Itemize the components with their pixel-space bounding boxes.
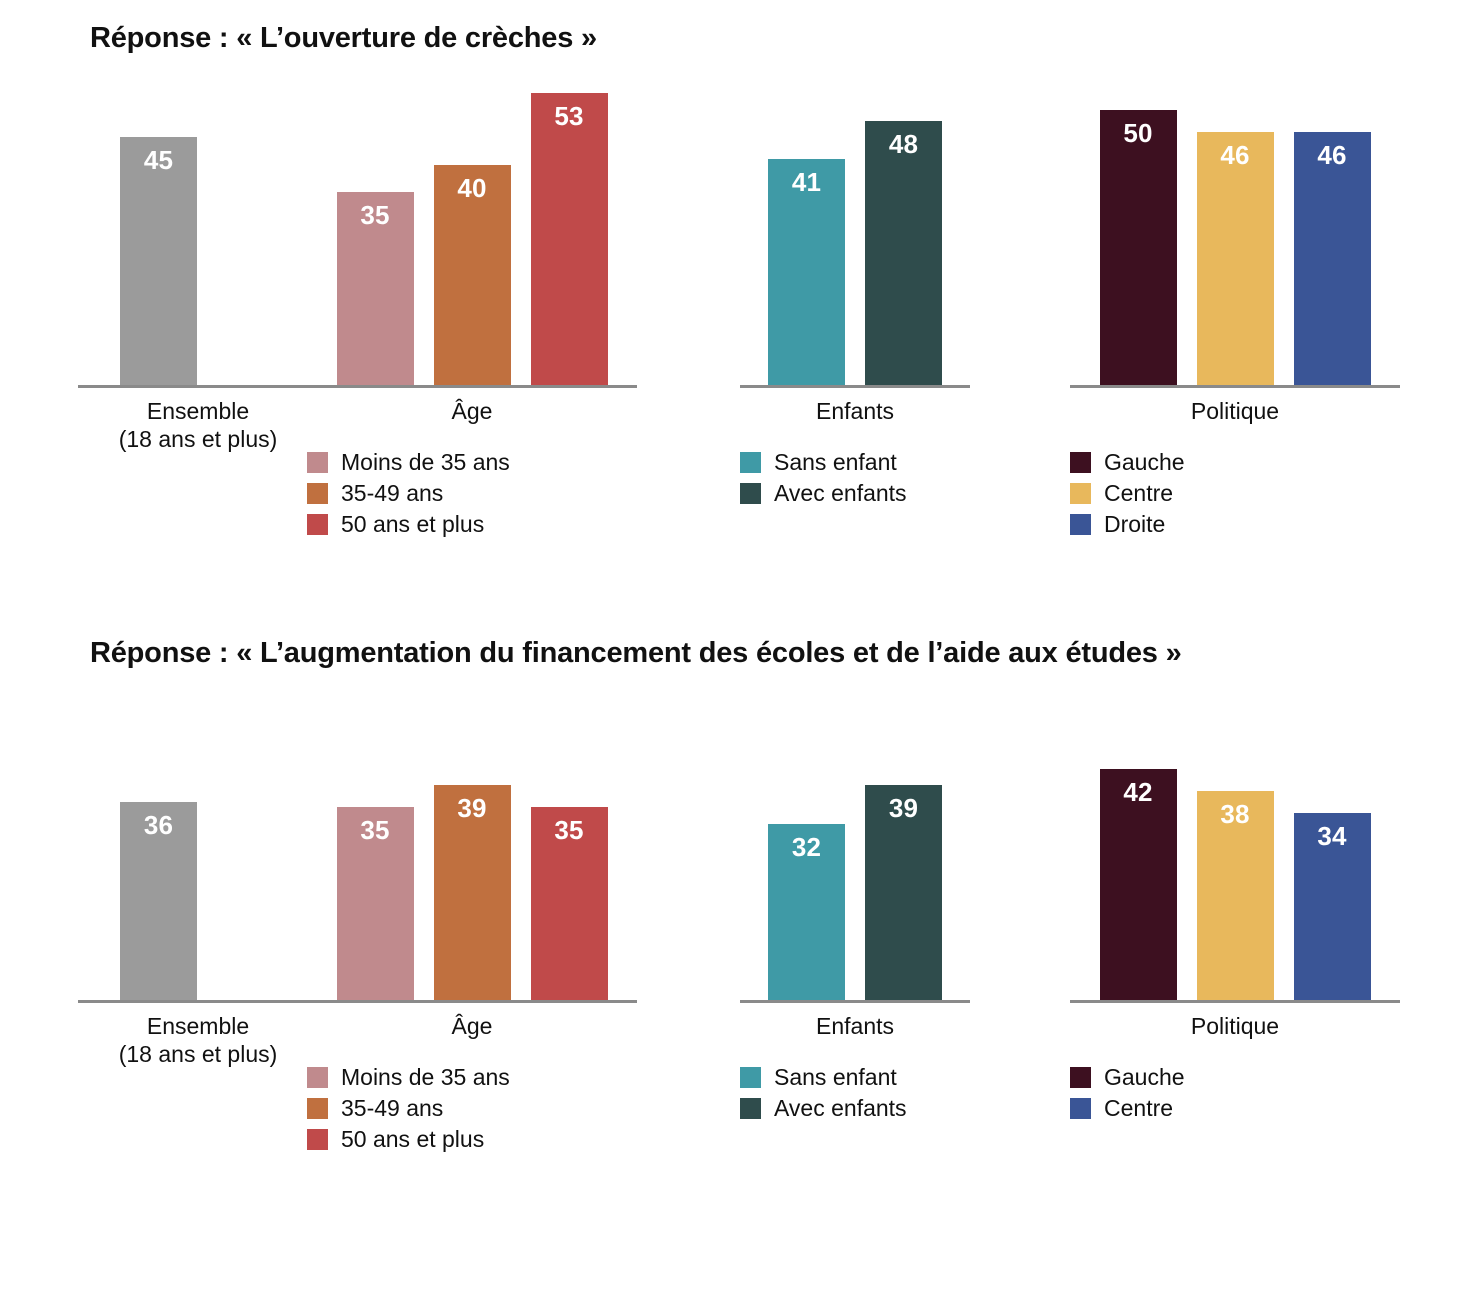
legend <box>307 1040 637 1155</box>
plot-area <box>1070 55 1400 385</box>
bar-rect <box>1197 791 1274 1000</box>
axis-category-label: Politique <box>1190 398 1280 424</box>
bar-groups <box>0 55 1476 615</box>
axis-category-label: Politique <box>1190 1013 1280 1039</box>
legend-swatch-icon <box>1070 514 1091 535</box>
plot-area <box>78 670 318 1000</box>
bar-value-label: 39 <box>457 793 487 823</box>
legend-label: Sans enfant <box>774 449 897 476</box>
bar <box>865 785 942 1000</box>
bar-series <box>740 55 970 385</box>
bar-series <box>78 55 318 385</box>
legend-label: 50 ans et plus <box>341 1126 485 1153</box>
legend <box>1070 425 1400 540</box>
plot-area <box>307 55 637 385</box>
bar <box>434 165 511 385</box>
panel-title: Réponse : « L’ouverture de crèches » <box>90 22 597 54</box>
bar-rect <box>337 192 414 385</box>
bar-series <box>307 55 637 385</box>
legend-label: Centre <box>1104 1095 1174 1122</box>
bar-value-label: 34 <box>1317 821 1347 851</box>
bar-rect <box>1294 813 1371 1000</box>
axis-category-sublabel: (18 ans et plus) <box>118 426 278 453</box>
bar-value-label: 46 <box>1317 140 1347 170</box>
bar-rect <box>120 802 197 1000</box>
legend-label: 35-49 ans <box>341 1095 444 1122</box>
bar-rect <box>434 165 511 385</box>
legend-item <box>740 1062 970 1093</box>
bar-rect <box>1100 769 1177 1000</box>
legend-item <box>307 509 637 540</box>
bar-rect <box>1294 132 1371 385</box>
legend-item <box>1070 1093 1400 1124</box>
legend-swatch-icon <box>307 1067 328 1088</box>
bar-group-enfants <box>740 670 970 1124</box>
legend-swatch-icon <box>307 514 328 535</box>
bar-value-label: 38 <box>1220 799 1250 829</box>
bar-value-label: 46 <box>1220 140 1250 170</box>
bar-value-label: 45 <box>143 145 174 175</box>
legend-label: Gauche <box>1104 1064 1185 1091</box>
bar-value-label: 36 <box>143 810 174 840</box>
plot-area <box>1070 670 1400 1000</box>
axis-category-sublabel: (18 ans et plus) <box>118 1041 278 1068</box>
bar-value-label: 41 <box>791 167 822 197</box>
bar-group-age <box>307 55 637 540</box>
bar-value-label: 40 <box>457 173 487 203</box>
legend <box>740 1040 970 1124</box>
legend-item <box>1070 509 1400 540</box>
legend-swatch-icon <box>1070 1067 1091 1088</box>
bar-group-ensemble <box>78 55 318 453</box>
bar-rect <box>1100 110 1177 385</box>
bar-value-label: 35 <box>554 815 584 845</box>
bar-rect <box>337 807 414 1000</box>
chart-panel-financement <box>0 615 1476 1230</box>
bar <box>1197 132 1274 385</box>
legend-swatch-icon <box>307 452 328 473</box>
bar-groups <box>0 670 1476 1230</box>
legend-swatch-icon <box>740 1067 761 1088</box>
bar-series <box>1070 670 1400 1000</box>
legend-item <box>1070 447 1400 478</box>
bar <box>531 807 608 1000</box>
bar <box>434 785 511 1000</box>
bar-rect <box>768 824 845 1000</box>
axis-category-label: Ensemble (18 ans et plus) <box>78 388 318 453</box>
bar-series <box>78 670 318 1000</box>
bar-value-label: 48 <box>888 129 919 159</box>
bar-series <box>740 670 970 1000</box>
legend-label: Avec enfants <box>774 480 907 507</box>
bar <box>1100 110 1177 385</box>
axis-category-label: Âge <box>451 398 493 424</box>
legend-label: Droite <box>1104 511 1166 538</box>
bar-value-label: 50 <box>1123 118 1153 148</box>
legend-label: 35-49 ans <box>341 480 444 507</box>
legend-swatch-icon <box>1070 1098 1091 1119</box>
bar-value-label: 35 <box>360 815 390 845</box>
axis-category-label: Ensemble (18 ans et plus) <box>78 1003 318 1068</box>
bar-group-enfants <box>740 55 970 509</box>
bar <box>337 192 414 385</box>
legend-label: Moins de 35 ans <box>341 449 510 476</box>
legend-label: Avec enfants <box>774 1095 907 1122</box>
bar <box>531 93 608 385</box>
bar <box>865 121 942 385</box>
chart-panel-creches <box>0 0 1476 615</box>
bar-group-age <box>307 670 637 1155</box>
bar-rect <box>865 785 942 1000</box>
bar <box>1294 813 1371 1000</box>
legend-item <box>1070 478 1400 509</box>
bar-rect <box>434 785 511 1000</box>
legend <box>1070 1040 1400 1124</box>
bar-rect <box>768 159 845 385</box>
legend-label: Moins de 35 ans <box>341 1064 510 1091</box>
legend-label: Centre <box>1104 480 1174 507</box>
bar-value-label: 35 <box>360 200 390 230</box>
legend-swatch-icon <box>307 1098 328 1119</box>
bar <box>1197 791 1274 1000</box>
bar <box>337 807 414 1000</box>
panel-title: Réponse : « L’augmentation du financement des écoles et de l’aide aux études » <box>90 637 1182 669</box>
bar-rect <box>531 93 608 385</box>
bar <box>768 159 845 385</box>
legend-label: 50 ans et plus <box>341 511 485 538</box>
bar-value-label: 32 <box>791 832 822 862</box>
bar-rect <box>120 137 197 385</box>
legend-item <box>307 1062 637 1093</box>
bar <box>768 824 845 1000</box>
legend-item <box>307 447 637 478</box>
plot-area <box>740 55 970 385</box>
plot-area <box>78 55 318 385</box>
legend-swatch-icon <box>740 1098 761 1119</box>
bar <box>1294 132 1371 385</box>
bar-value-label: 53 <box>554 101 584 131</box>
legend <box>740 425 970 509</box>
bar-value-label: 42 <box>1123 777 1153 807</box>
bar-rect <box>531 807 608 1000</box>
bar-value-label: 39 <box>888 793 919 823</box>
bar <box>120 802 197 1000</box>
axis-category-label: Âge <box>451 1013 493 1039</box>
plot-area <box>307 670 637 1000</box>
legend-swatch-icon <box>1070 483 1091 504</box>
bar-rect <box>1197 132 1274 385</box>
bar-group-ensemble <box>78 670 318 1068</box>
legend-item <box>740 478 970 509</box>
axis-category-label: Enfants <box>816 398 894 424</box>
legend-label: Gauche <box>1104 449 1185 476</box>
bar-group-politique <box>1070 55 1400 540</box>
legend-label: Sans enfant <box>774 1064 897 1091</box>
legend-swatch-icon <box>740 452 761 473</box>
legend-item <box>740 447 970 478</box>
legend-swatch-icon <box>307 1129 328 1150</box>
bar-series <box>307 670 637 1000</box>
plot-area <box>740 670 970 1000</box>
legend-item <box>307 478 637 509</box>
legend-item <box>307 1093 637 1124</box>
legend-item <box>1070 1062 1400 1093</box>
legend <box>307 425 637 540</box>
legend-swatch-icon <box>740 483 761 504</box>
bar <box>1100 769 1177 1000</box>
bar <box>120 137 197 385</box>
axis-category-label: Enfants <box>816 1013 894 1039</box>
bar-series <box>1070 55 1400 385</box>
legend-swatch-icon <box>307 483 328 504</box>
legend-item <box>307 1124 637 1155</box>
bar-rect <box>865 121 942 385</box>
bar-group-politique <box>1070 670 1400 1124</box>
legend-swatch-icon <box>1070 452 1091 473</box>
legend-item <box>740 1093 970 1124</box>
